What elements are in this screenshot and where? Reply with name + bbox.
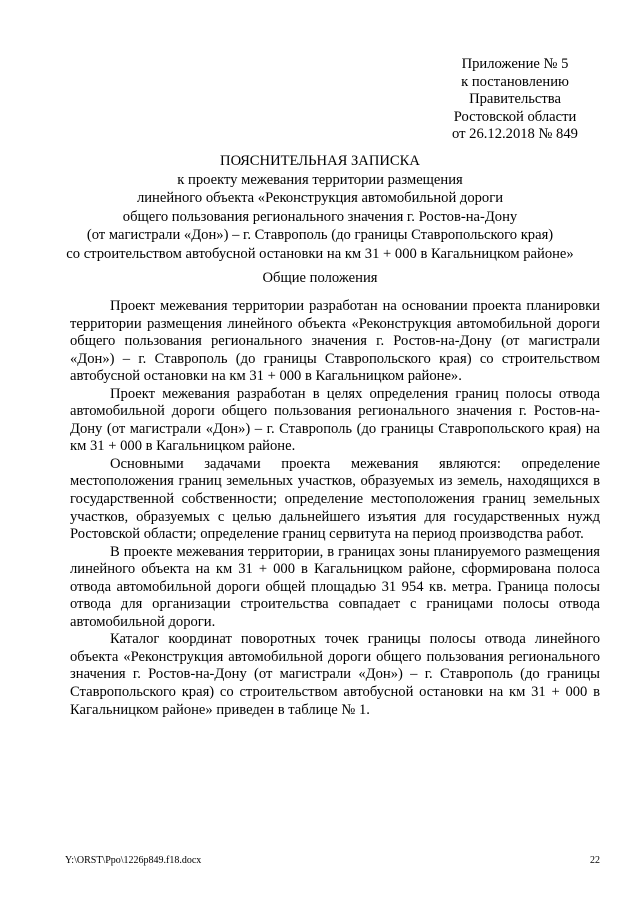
paragraph-basis: Проект межевания территории разработан на основании проекта планировки территории размещения линейного объекта «Реконструкция автомобильной дороги общего пользования регионального значения г. Ростов-на-Дону (от магистрали «Дон») – г. Ставрополь (до границы Ставропольского края) со строительством автобусной остановки на км 31 + 000 в Кагальницком районе». [70, 298, 600, 385]
appendix-line-4: Ростовской области [453, 108, 577, 125]
section-heading: Общие положения [262, 270, 378, 286]
paragraph-purpose: Проект межевания разработан в целях определения границ полосы отвода автомобильной дороги общего пользования регионального значения г. Ростов-на-Дону (от магистрали «Дон») – г. Ставрополь (до границы Ставропольского края) на км 31 + 000 в Кагальницком районе. [70, 385, 600, 455]
body-text [70, 298, 600, 719]
appendix-line-3: Правительства [469, 91, 561, 108]
paragraph-tasks: Основными задачами проекта межевания являются: определение местоположения границ земельных участков, образуемых из земель, находящихся в государственной собственности; определение местоположения границ земельных участков, образуемых с целью дальнейшего изъятия для государственных нужд Ростовской области; определение границ сервитута на период производства работ. [70, 455, 600, 543]
page-number: 22 [590, 855, 600, 866]
footer-file-path: Y:\ORST\Ppo\1226p849.f18.docx [65, 855, 202, 866]
paragraph-catalog: Каталог координат поворотных точек границы полосы отвода линейного объекта «Реконструкция автомобильной дороги общего пользования регионального значения г. Ростов-на-Дону (от магистрали «Дон») – г. Ставрополь (до границы Ставропольского края) со строительством автобусной остановки на км 31 + 000 в Кагальницком районе» приведен в таблице № 1. [70, 631, 600, 718]
title-line-4: (от магистрали «Дон») – г. Ставрополь (до границы Ставропольского края) [86, 227, 554, 244]
appendix-line-2: к постановлению [461, 73, 569, 90]
appendix-block [395, 56, 635, 144]
title-line-2: линейного объекта «Реконструкция автомобильной дороги [136, 190, 504, 207]
title-line-5: со строительством автобусной остановки на км 31 + 000 в Кагальницком районе» [66, 245, 574, 262]
paragraph-area: В проекте межевания территории, в границах зоны планируемого размещения линейного объекта на км 31 + 000 в Кагальницком районе, сформирована полоса отвода автомобильной дороги общей площадью 31 954 кв. метра. Граница полосы отвода для организации строительства совпадает с границами полосы отвода автомобильной дороги. [70, 543, 600, 630]
appendix-line-5: от 26.12.2018 № 849 [452, 126, 578, 143]
title-line-1: к проекту межевания территории размещения [177, 171, 463, 188]
title-line-3: общего пользования регионального значения г. Ростов-на-Дону [122, 208, 518, 225]
document-title: ПОЯСНИТЕЛЬНАЯ ЗАПИСКА [220, 153, 420, 169]
appendix-line-1: Приложение № 5 [461, 56, 569, 72]
document-title-block [40, 152, 600, 264]
